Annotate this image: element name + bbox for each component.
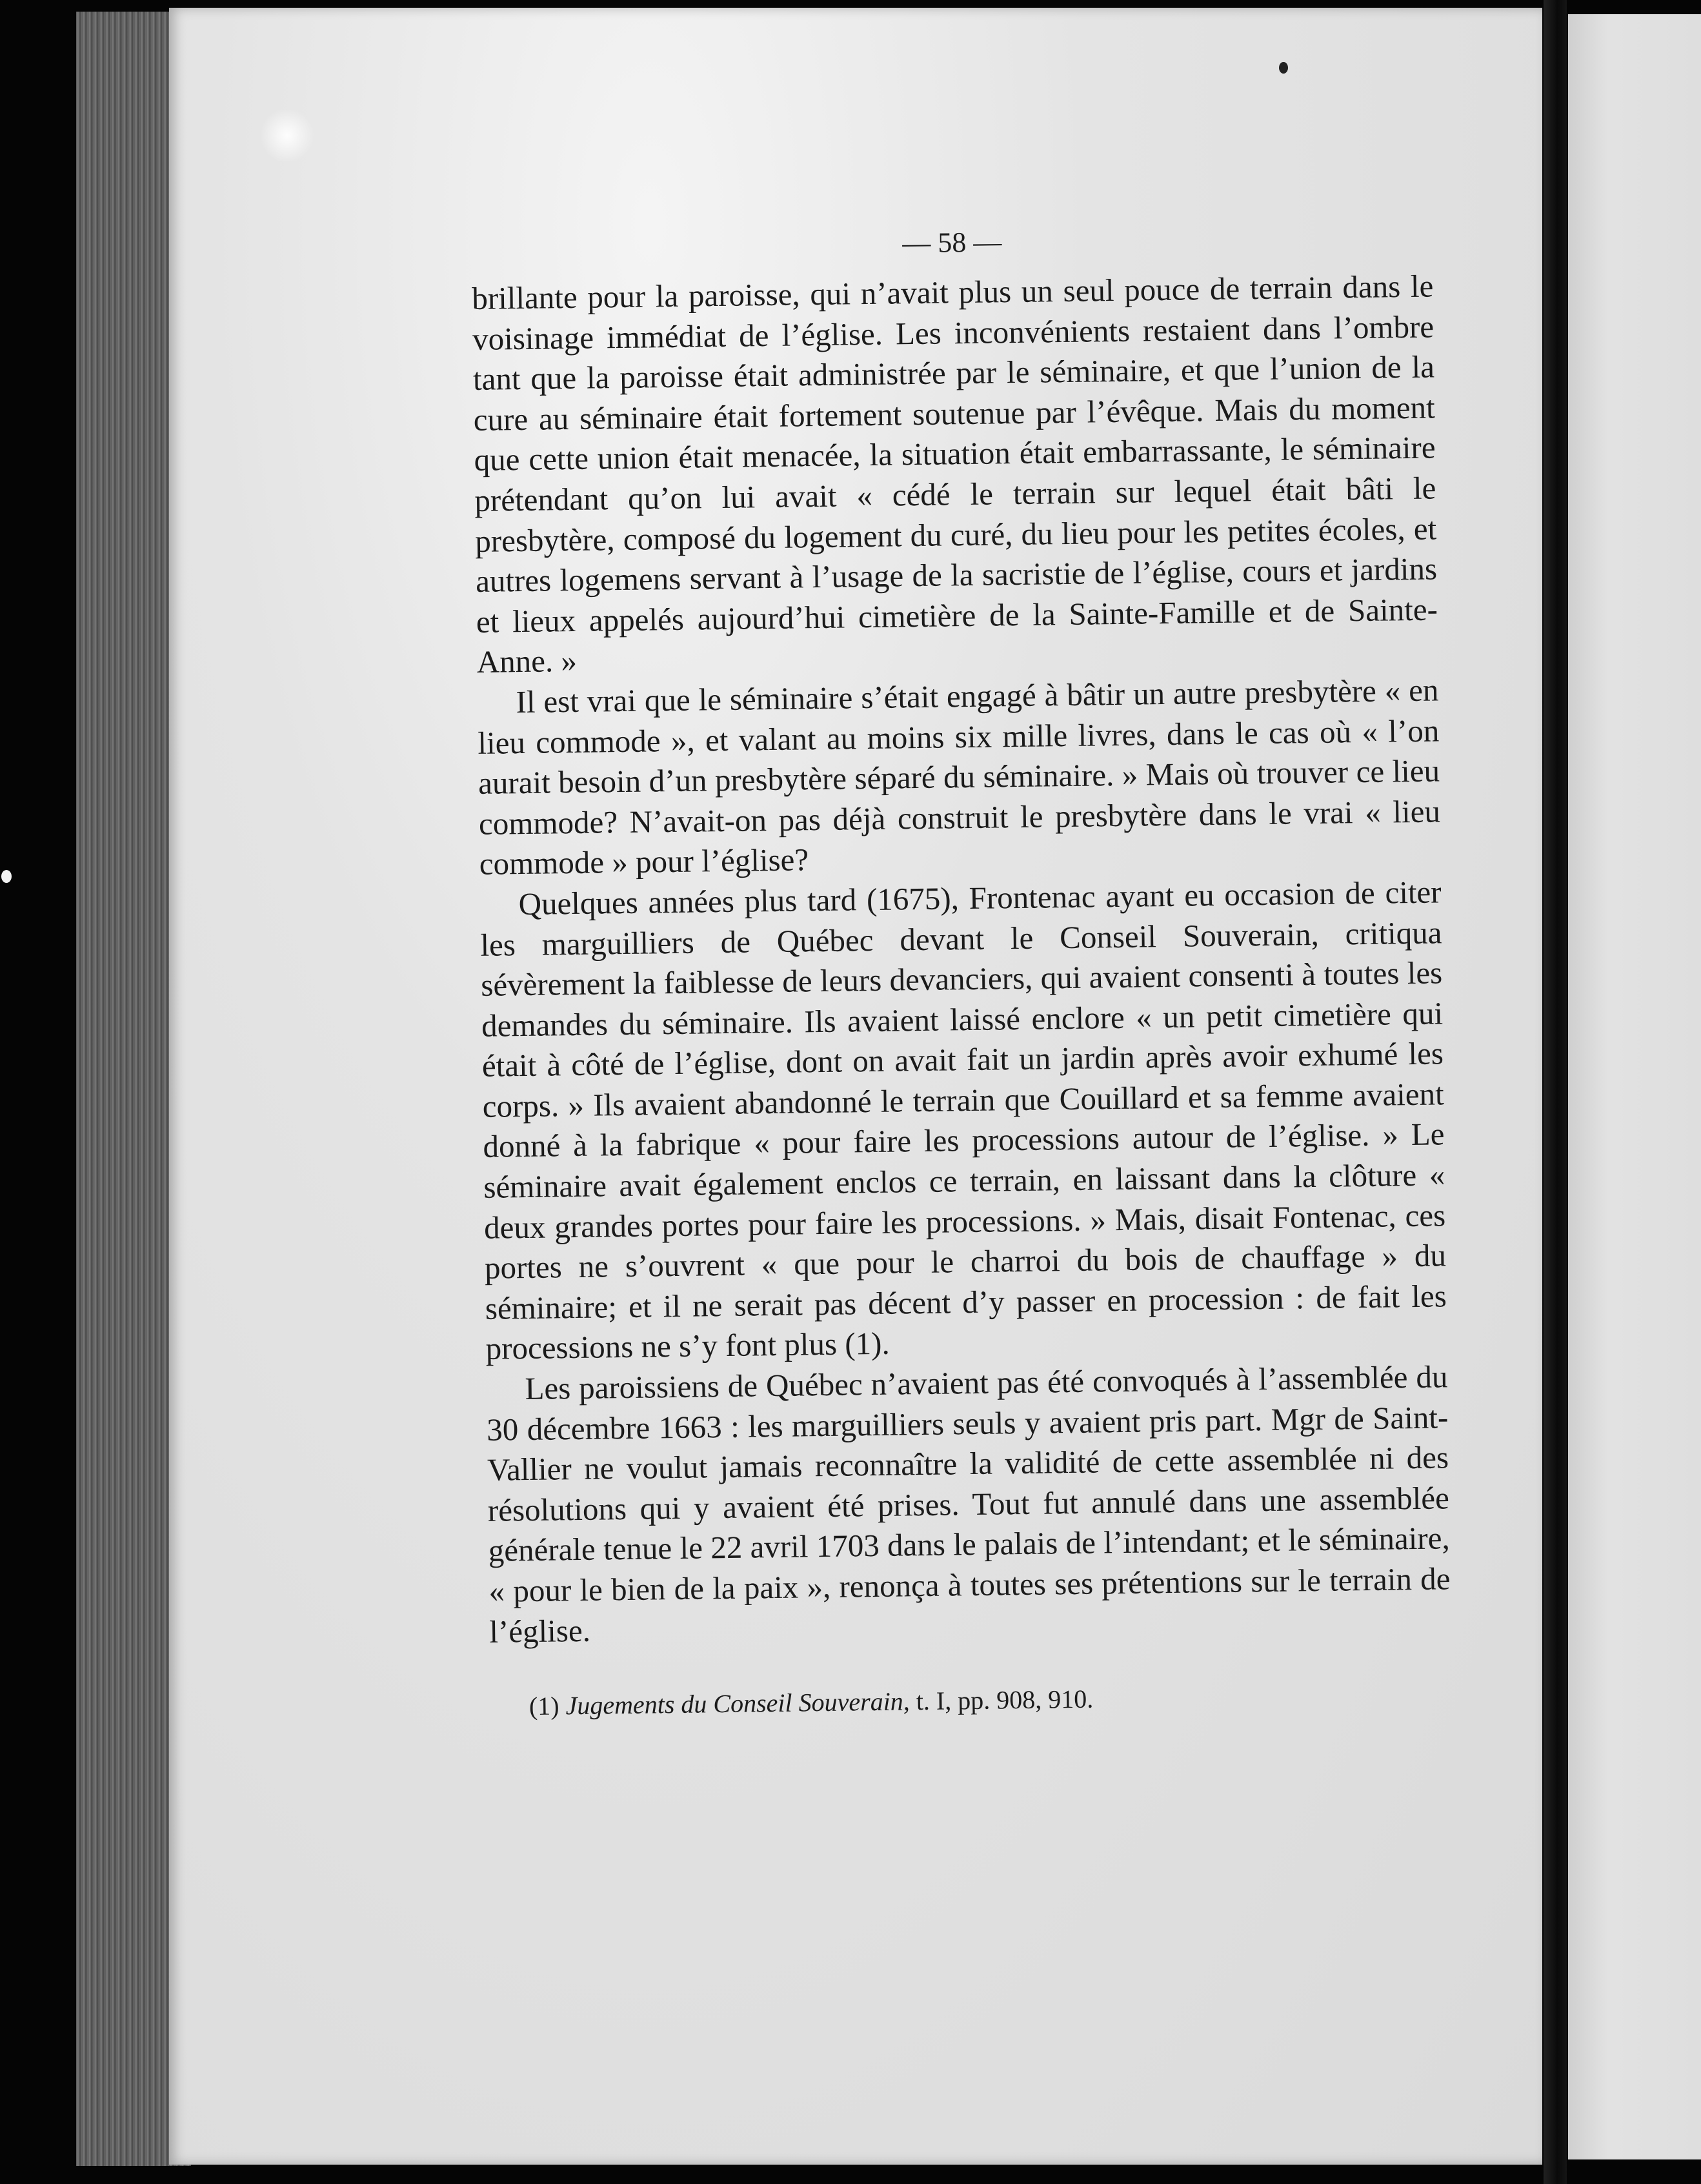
- footnote-reference: t. I, pp. 908, 910.: [916, 1684, 1094, 1716]
- scan-glare: [258, 110, 316, 161]
- footnote-title: Jugements du Conseil Souverain,: [565, 1686, 911, 1721]
- page-number: — 58 —: [901, 226, 1002, 259]
- footnote-marker: (1): [528, 1691, 559, 1721]
- scan-speck: [1279, 62, 1288, 74]
- paragraph: Il est vrai que le séminaire s’était engagé à bâtir un autre presbytère « en lieu commode », et valant au moins six mille livres, dans le cas où « l’on aurait besoin d’un presbytère séparé du séminaire. » Mais où trouver ce lieu commode? N’avait-on pas déjà construit le presbytère dans le vrai « lieu commode » pour l’église?: [478, 672, 1441, 882]
- facing-page-edge: [1568, 14, 1701, 2159]
- paragraph: Les paroissiens de Québec n’avaient pas été convoqués à l’assemblée du 30 décembre 1663 : les marguilliers seuls y avaient pris part. Mgr de Saint-Vallier ne voulut jamais reconnaître la validité de cette assemblée ni des résolutions qui y avaient été prises. Tout fut annulé dans une assemblée générale tenue le 22 avril 1703 dans le palais de l’intendant; et le séminaire, « pour le bien de la paix », renonça à toutes ses prétentions sur le terrain de l’église.: [486, 1359, 1451, 1650]
- book-gutter: [1544, 0, 1567, 2184]
- page-text: [471, 218, 1452, 1723]
- paragraph: brillante pour la paroisse, qui n’avait plus un seul pouce de terrain dans le voisinage immédiat de l’église. Les inconvénients restaient dans l’ombre tant que la paroisse était administrée par le séminaire, et que l’union de la cure au séminaire était fortement soutenue par l’évêque. Mais du moment que cette union était menacée, la situation était embarrassante, le séminaire prétendant qu’on lui avait « cédé le terrain sur lequel était bâti le presbytère, composé du logement du curé, du lieu pour les petites écoles, et autres logemens servant à l’usage de la sacristie de l’église, cours et jardins et lieux appelés aujourd’hui cimetière de la Sainte-Famille et de Sainte-Anne. »: [472, 268, 1438, 680]
- scan-speck: [1, 870, 12, 883]
- paragraph: Quelques années plus tard (1675), Frontenac ayant eu occasion de citer les marguilliers de Québec devant le Conseil Souverain, critiqua sévèrement la faiblesse de leurs devanciers, qui avaient consenti à toutes les demandes du séminaire. Ils avaient laissé enclore « un petit cimetière qui était à côté de l’église, dont on avait fait un jardin après avoir exhumé les corps. » Ils avaient abandonné le terrain que Couillard et sa femme avaient donné à la fabrique « pour faire les processions autour de l’église. » Le séminaire avait également enclos ce terrain, en laissant dans la clôture « deux grandes portes pour faire les processions. » Mais, disait Fontenac, ces portes ne s’ouvrent « que pour le charroi du bois de chauffage » du séminaire; et il ne serait pas décent d’y passer en procession : de fait les processions ne s’y font plus (1).: [480, 874, 1447, 1367]
